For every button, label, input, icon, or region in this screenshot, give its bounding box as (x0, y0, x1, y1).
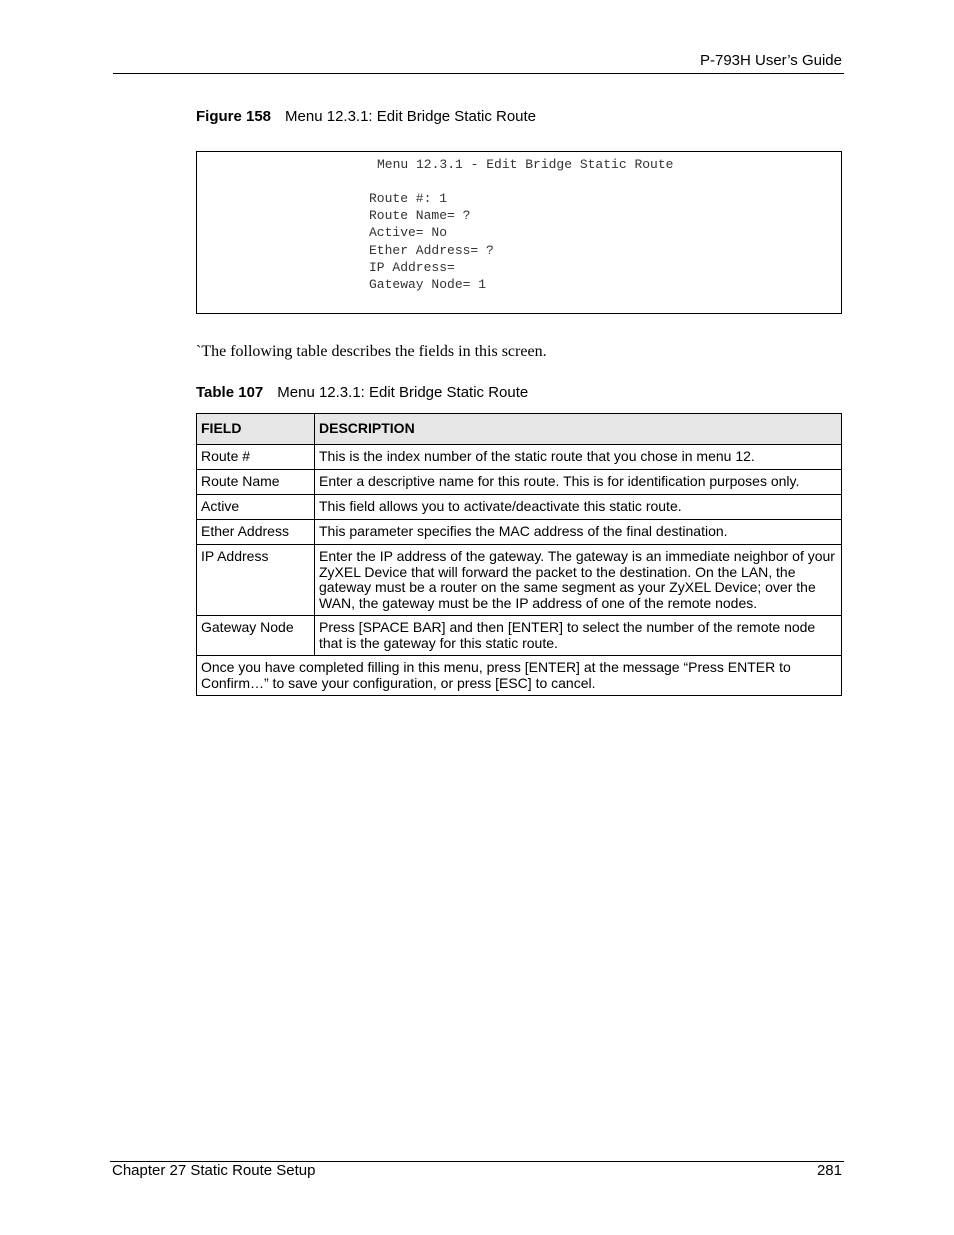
table-title: Menu 12.3.1: Edit Bridge Static Route (277, 384, 529, 401)
figure-title: Menu 12.3.1: Edit Bridge Static Route (285, 108, 537, 125)
description-cell: This field allows you to activate/deactivate this static route. (315, 495, 842, 520)
field-cell: Active (197, 495, 315, 520)
field-cell: Route Name (197, 470, 315, 495)
description-cell: Enter a descriptive name for this route. This is for identification purposes only. (315, 470, 842, 495)
table-row (197, 616, 842, 656)
menu-line-gateway-node: Gateway Node= 1 (369, 277, 487, 292)
menu-line-ip-address: IP Address= (369, 260, 455, 275)
table-caption (196, 384, 528, 401)
table-row (197, 545, 842, 616)
field-cell: IP Address (197, 545, 315, 616)
intro-paragraph: `The following table describes the fields in this screen. (196, 343, 547, 360)
header-field: FIELD (197, 414, 315, 445)
menu-screen-heading: Menu 12.3.1 - Edit Bridge Static Route (377, 157, 674, 172)
table-row (197, 495, 842, 520)
menu-line-active: Active= No (369, 225, 448, 240)
description-cell: Press [SPACE BAR] and then [ENTER] to select the number of the remote node that is the gateway for this static route. (315, 616, 842, 656)
figure-label: Figure 158 (196, 108, 272, 125)
table-footnote: Once you have completed filling in this menu, press [ENTER] at the message “Press ENTER to Confirm…” to save your configuration, or press [ESC] to cancel. (197, 656, 842, 696)
field-cell: Route # (197, 445, 315, 470)
header-title: P-793H User’s Guide (699, 52, 842, 69)
table-row (197, 470, 842, 495)
table-row (197, 520, 842, 545)
footer-page-number: 281 (816, 1162, 842, 1179)
description-cell: This parameter specifies the MAC address of the final destination. (315, 520, 842, 545)
menu-line-route-name: Route Name= ? (369, 208, 471, 223)
menu-line-route-number: Route #: 1 (369, 191, 448, 206)
menu-line-ether-address: Ether Address= ? (369, 243, 494, 258)
description-cell: Enter the IP address of the gateway. The gateway is an immediate neighbor of your ZyXEL Device that will forward the packet to the destination. On the LAN, the gateway must be a router on the same segment as your ZyXEL Device; over the WAN, the gateway must be the IP address of one of the remote nodes. (315, 545, 842, 616)
table-header-row (197, 414, 842, 445)
field-cell: Gateway Node (197, 616, 315, 656)
table-label: Table 107 (196, 384, 264, 401)
table-footnote-row (197, 656, 842, 696)
footer-chapter: Chapter 27 Static Route Setup (112, 1162, 316, 1179)
field-description-table (196, 413, 842, 696)
header-description: DESCRIPTION (315, 414, 842, 445)
figure-caption (196, 108, 536, 125)
menu-screen (196, 151, 842, 314)
table-row (197, 445, 842, 470)
description-cell: This is the index number of the static route that you chose in menu 12. (315, 445, 842, 470)
field-cell: Ether Address (197, 520, 315, 545)
header-rule (113, 73, 844, 74)
